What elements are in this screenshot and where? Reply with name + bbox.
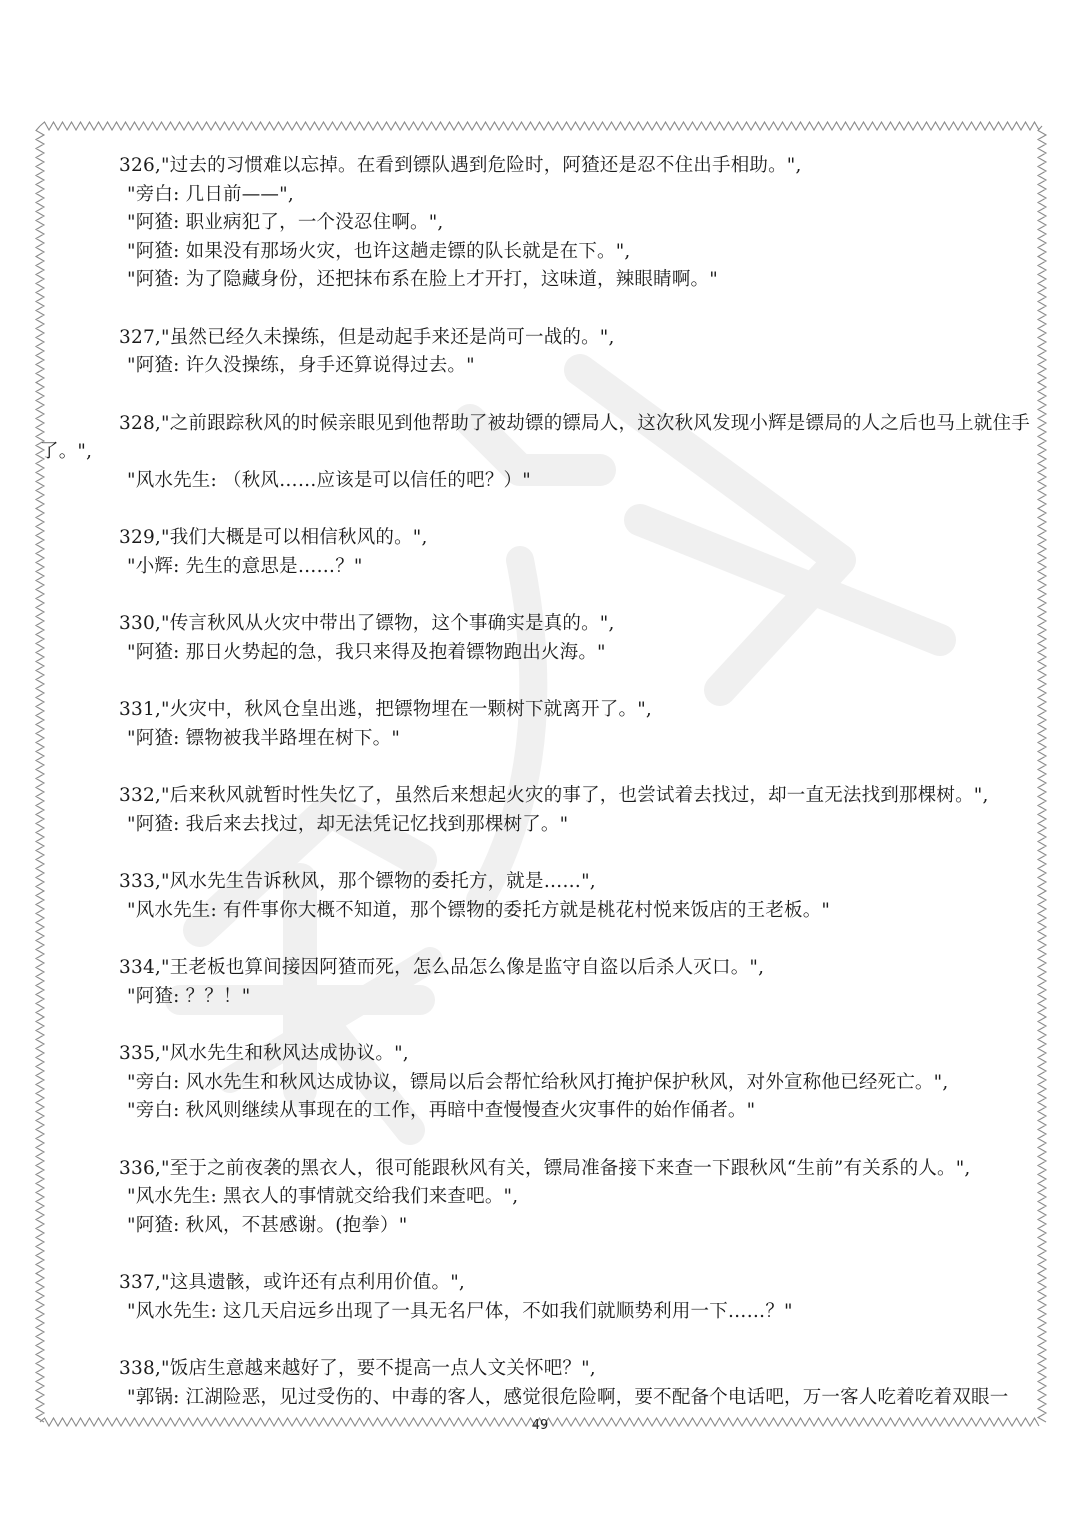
dialogue-line: "风水先生: 黑衣人的事情就交给我们来查吧。", (127, 1186, 519, 1207)
entry-headline: 335,"风水先生和秋风达成协议。", (119, 1043, 409, 1064)
dialogue-entry (40, 1155, 1040, 1241)
dialogue-line: "旁白: 几日前——", (127, 183, 294, 205)
dialogue-line: "阿猹: 许久没操练，身手还算说得过去。" (127, 355, 475, 376)
entry-headline: 338,"饭店生意越来越好了，要不提高一点人文关怀吧？", (119, 1358, 596, 1379)
dialogue-line: "旁白: 秋风则继续从事现在的工作，再暗中查慢慢查火灾事件的始作俑者。" (127, 1100, 756, 1121)
dialogue-line: "阿猹: 职业病犯了，一个没忍住啊。", (127, 212, 444, 233)
entry-headline-continuation: 了。", (40, 441, 93, 462)
dialogue-line: "阿猹: 为了隐藏身份，还把抹布系在脸上才开打，这味道，辣眼睛啊。" (127, 269, 718, 290)
dialogue-line: "小辉: 先生的意思是……？" (127, 555, 363, 577)
dialogue-entry (40, 324, 1040, 381)
dialogue-entry (40, 610, 1040, 667)
entry-headline: 337,"这具遗骸，或许还有点利用价值。", (119, 1272, 465, 1293)
dialogue-entry (40, 954, 1040, 1011)
dialogue-line: "阿猹: 秋风，不甚感谢。(抱拳）" (127, 1214, 408, 1236)
dialogue-entry (40, 782, 1040, 839)
entry-headline: 329,"我们大概是可以相信秋风的。", (119, 527, 428, 548)
entry-headline: 333,"风水先生告诉秋风，那个镖物的委托方，就是……", (119, 871, 596, 892)
dialogue-line: "风水先生: 这几天启远乡出现了一具无名尸体，不如我们就顺势利用一下……？" (127, 1300, 793, 1322)
dialogue-line: "风水先生: 有件事你大概不知道，那个镖物的委托方就是桃花村悦来饭店的王老板。" (127, 899, 831, 921)
entry-headline: 336,"至于之前夜袭的黑衣人，很可能跟秋风有关，镖局准备接下来查一下跟秋风“生前”有关系的人。", (119, 1157, 971, 1179)
dialogue-list (40, 152, 1040, 1441)
dialogue-entry (40, 524, 1040, 581)
entry-headline: 332,"后来秋风就暂时性失忆了，虽然后来想起火灾的事了，也尝试着去找过，却一直无法找到那棵树。", (119, 785, 989, 806)
dialogue-line: "阿猹: ？？！" (127, 985, 251, 1007)
dialogue-entry (40, 1269, 1040, 1326)
entry-headline: 331,"火灾中，秋风仓皇出逃，把镖物埋在一颗树下就离开了。", (119, 699, 652, 720)
dialogue-line: "旁白: 风水先生和秋风达成协议，镖局以后会帮忙给秋风打掩护保护秋风，对外宣称他已经死亡。", (127, 1071, 949, 1093)
dialogue-line: "阿猹: 如果没有那场火灾，也许这趟走镖的队长就是在下。", (127, 240, 631, 262)
dialogue-entry (40, 1355, 1040, 1412)
page-number: 49 (531, 1418, 549, 1433)
dialogue-entry (40, 1040, 1040, 1126)
dialogue-line: "阿猹: 那日火势起的急，我只来得及抱着镖物跑出火海。" (127, 641, 606, 663)
dialogue-entry (40, 868, 1040, 925)
dialogue-line: "郭锅: 江湖险恶，见过受伤的、中毒的客人，感觉很危险啊，要不配备个电话吧，万一客人吃着吃着双眼一 (127, 1386, 1009, 1408)
entry-headline: 326,"过去的习惯难以忘掉。在看到镖队遇到危险时，阿猹还是忍不住出手相助。", (119, 155, 802, 176)
dialogue-entry (40, 696, 1040, 753)
dialogue-line: "阿猹: 我后来去找过，却无法凭记忆找到那棵树了。" (127, 813, 569, 835)
dialogue-line: "阿猹: 镖物被我半路埋在树下。" (127, 727, 401, 749)
entry-headline: 334,"王老板也算间接因阿猹而死，怎么品怎么像是监守自盗以后杀人灭口。", (119, 957, 765, 978)
entry-headline: 328,"之前跟踪秋风的时候亲眼见到他帮助了被劫镖的镖局人，这次秋风发现小辉是镖局的人之后也马上就住手 (119, 412, 1030, 434)
entry-headline: 327,"虽然已经久未操练，但是动起手来还是尚可一战的。", (119, 326, 615, 348)
entry-headline: 330,"传言秋风从火灾中带出了镖物，这个事确实是真的。", (119, 613, 615, 634)
dialogue-entry (40, 152, 1040, 295)
dialogue-line: "风水先生: （秋风……应该是可以信任的吧？）" (127, 469, 531, 491)
dialogue-entry (40, 410, 1040, 496)
